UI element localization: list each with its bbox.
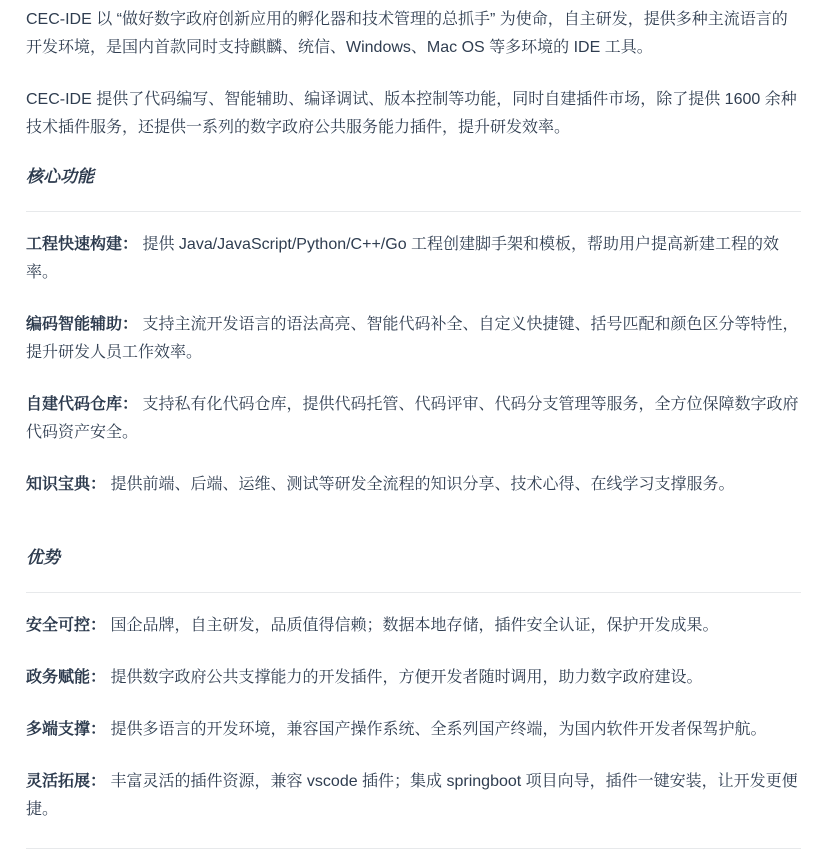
section-divider: [26, 211, 801, 212]
intro-paragraph-1: CEC-IDE 以 “做好数字政府创新应用的孵化器和技术管理的总抓手” 为使命，自主研发，提供多种主流语言的开发环境，是国内首款同时支持麒麟、统信、Windows、Mac OS 等多环境的 IDE 工具。: [26, 11, 788, 56]
section-core-features: [26, 166, 801, 499]
section-heading-advantages: 优势: [26, 548, 60, 567]
advantage-text: 国企品牌，自主研发，品质值得信赖；数据本地存储，插件安全认证，保护开发成果。: [110, 617, 719, 634]
advantage-item-multi-platform: [26, 716, 801, 744]
intro-paragraph-2: CEC-IDE 提供了代码编写、智能辅助、编译调试、版本控制等功能，同时自建插件市场，除了提供 1600 余种技术插件服务，还提供一系列的数字政府公共服务能力插件，提升研发效率。: [26, 91, 797, 136]
section-heading-core-features: 核心功能: [26, 167, 94, 186]
advantage-label: 灵活拓展：: [26, 773, 107, 790]
feature-item-code-repo: [26, 391, 801, 447]
advantage-item-gov-enable: [26, 664, 801, 692]
advantage-item-security: [26, 612, 801, 640]
advantage-label: 多端支撑：: [26, 721, 107, 738]
feature-text: 支持主流开发语言的语法高亮、智能代码补全、自定义快捷键、括号匹配和颜色区分等特性，提升研发人员工作效率。: [26, 316, 799, 361]
feature-text: 提供 Java/JavaScript/Python/C++/Go 工程创建脚手架和模板，帮助用户提高新建工程的效率。: [26, 236, 780, 281]
bottom-divider: [26, 848, 801, 849]
feature-label: 编码智能辅助：: [26, 316, 139, 333]
feature-item-knowledge: [26, 471, 801, 499]
advantage-text: 提供数字政府公共支撑能力的开发插件，方便开发者随时调用，助力数字政府建设。: [110, 669, 703, 686]
feature-item-coding-assist: [26, 311, 801, 367]
feature-item-project-build: [26, 231, 801, 287]
feature-label: 工程快速构建：: [26, 236, 139, 253]
feature-text: 提供前端、后端、运维、测试等研发全流程的知识分享、技术心得、在线学习支撑服务。: [110, 476, 735, 493]
feature-label: 知识宝典：: [26, 476, 107, 493]
advantage-label: 政务赋能：: [26, 669, 107, 686]
advantage-item-extensibility: [26, 768, 801, 824]
advantage-text: 提供多语言的开发环境，兼容国产操作系统、全系列国产终端，为国内软件开发者保驾护航。: [110, 721, 767, 738]
section-advantages: [26, 547, 801, 824]
feature-text: 支持私有化代码仓库，提供代码托管、代码评审、代码分支管理等服务，全方位保障数字政府代码资产安全。: [26, 396, 799, 441]
advantage-text: 丰富灵活的插件资源，兼容 vscode 插件；集成 springboot 项目向导，插件一键安装，让开发更便捷。: [26, 773, 798, 818]
advantage-label: 安全可控：: [26, 617, 107, 634]
feature-label: 自建代码仓库：: [26, 396, 139, 413]
section-divider: [26, 592, 801, 593]
